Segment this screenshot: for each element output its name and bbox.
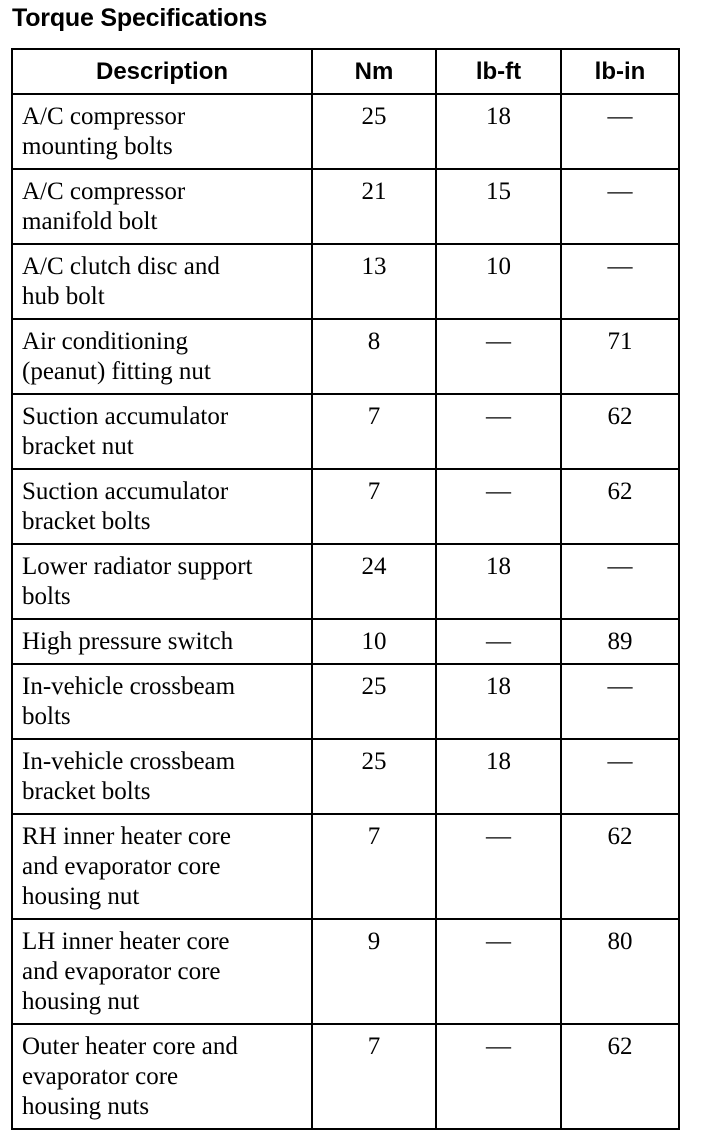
nm-cell: 10 (312, 619, 436, 664)
description-cell (12, 619, 312, 664)
description-cell (12, 319, 312, 394)
description-cell (12, 739, 312, 814)
torque-specifications-table (11, 48, 680, 1130)
description-cell (12, 394, 312, 469)
description-line: Lower radiator support (22, 553, 253, 580)
lb-ft-cell: — (436, 919, 561, 1024)
lb-ft-cell: 18 (436, 739, 561, 814)
description-line: RH inner heater core (22, 823, 231, 850)
description-line: housing nut (22, 883, 140, 910)
nm-cell: 13 (312, 244, 436, 319)
description-cell (12, 244, 312, 319)
lb-in-cell: 80 (561, 919, 679, 1024)
description-line: Suction accumulator (22, 478, 229, 505)
description-line: bracket nut (22, 433, 134, 460)
table-row (12, 544, 679, 619)
description-line: housing nuts (22, 1093, 150, 1120)
description-line: Air conditioning (22, 328, 188, 355)
lb-in-cell: 62 (561, 469, 679, 544)
lb-ft-cell: — (436, 469, 561, 544)
description-line: High pressure switch (22, 628, 234, 655)
nm-cell: 9 (312, 919, 436, 1024)
description-line: A/C compressor (22, 178, 186, 205)
description-cell (12, 814, 312, 919)
lb-ft-cell: — (436, 814, 561, 919)
nm-cell: 24 (312, 544, 436, 619)
column-header-lb-ft: lb-ft (436, 49, 561, 94)
table-row (12, 664, 679, 739)
description-line: bolts (22, 583, 71, 610)
lb-in-cell: 62 (561, 1024, 679, 1129)
description-line: manifold bolt (22, 208, 158, 235)
table-row (12, 394, 679, 469)
lb-in-cell: 71 (561, 319, 679, 394)
nm-cell: 21 (312, 169, 436, 244)
nm-cell: 7 (312, 394, 436, 469)
description-line: A/C compressor (22, 103, 186, 130)
lb-ft-cell: 10 (436, 244, 561, 319)
description-cell (12, 664, 312, 739)
lb-in-cell: — (561, 739, 679, 814)
description-line: and evaporator core (22, 853, 221, 880)
description-line: Outer heater core and (22, 1033, 238, 1060)
description-line: A/C clutch disc and (22, 253, 220, 280)
lb-in-cell: 62 (561, 394, 679, 469)
table-header-row (12, 49, 679, 94)
column-header-description: Description (12, 49, 312, 94)
lb-ft-cell: 18 (436, 664, 561, 739)
table-row (12, 469, 679, 544)
lb-ft-cell: 18 (436, 544, 561, 619)
lb-ft-cell: — (436, 1024, 561, 1129)
lb-in-cell: — (561, 94, 679, 169)
table-row (12, 94, 679, 169)
description-line: bracket bolts (22, 778, 151, 805)
lb-in-cell: — (561, 244, 679, 319)
table-row (12, 919, 679, 1024)
description-cell (12, 469, 312, 544)
description-cell (12, 919, 312, 1024)
lb-ft-cell: 18 (436, 94, 561, 169)
lb-ft-cell: — (436, 619, 561, 664)
description-line: In-vehicle crossbeam (22, 673, 236, 700)
lb-in-cell: 89 (561, 619, 679, 664)
lb-in-cell: — (561, 169, 679, 244)
description-cell (12, 1024, 312, 1129)
lb-in-cell: — (561, 544, 679, 619)
lb-ft-cell: 15 (436, 169, 561, 244)
column-header-lb-in: lb-in (561, 49, 679, 94)
table-row (12, 244, 679, 319)
nm-cell: 8 (312, 319, 436, 394)
table-row (12, 169, 679, 244)
description-cell (12, 544, 312, 619)
nm-cell: 7 (312, 1024, 436, 1129)
nm-cell: 7 (312, 814, 436, 919)
description-line: and evaporator core (22, 958, 221, 985)
description-line: hub bolt (22, 283, 105, 310)
description-line: (peanut) fitting nut (22, 358, 211, 385)
description-line: In-vehicle crossbeam (22, 748, 236, 775)
description-line: bracket bolts (22, 508, 151, 535)
table-row (12, 814, 679, 919)
description-line: LH inner heater core (22, 928, 230, 955)
lb-ft-cell: — (436, 319, 561, 394)
description-line: bolts (22, 703, 71, 730)
table-row (12, 739, 679, 814)
description-line: housing nut (22, 988, 140, 1015)
description-cell (12, 169, 312, 244)
page-title: Torque Specifications (12, 4, 268, 32)
table-row (12, 619, 679, 664)
description-line: evaporator core (22, 1063, 179, 1090)
table-row (12, 319, 679, 394)
nm-cell: 25 (312, 739, 436, 814)
column-header-nm: Nm (312, 49, 436, 94)
nm-cell: 25 (312, 94, 436, 169)
lb-ft-cell: — (436, 394, 561, 469)
lb-in-cell: 62 (561, 814, 679, 919)
lb-in-cell: — (561, 664, 679, 739)
nm-cell: 25 (312, 664, 436, 739)
nm-cell: 7 (312, 469, 436, 544)
description-line: mounting bolts (22, 133, 173, 160)
description-cell (12, 94, 312, 169)
table-row (12, 1024, 679, 1129)
description-line: Suction accumulator (22, 403, 229, 430)
